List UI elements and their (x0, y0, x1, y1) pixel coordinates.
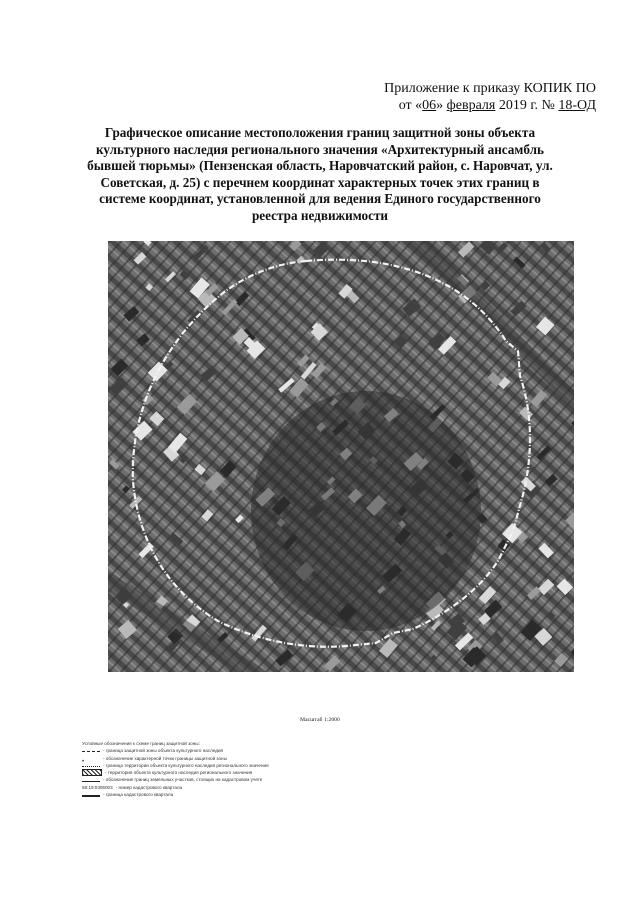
legend-item (82, 784, 322, 791)
legend-symbol (82, 781, 100, 782)
legend-text: - номер кадастрового квартала (115, 784, 183, 790)
legend-text: - обозначение характерной точки границы защитной зоны (103, 755, 227, 761)
legend-symbol: 58:19:0305003 (82, 784, 113, 790)
order-number: 18-ОД (558, 98, 596, 113)
legend-items (82, 747, 322, 798)
map-image (108, 241, 574, 672)
legend-heading: Условные обозначения к схеме границ защитной зоны: (82, 741, 200, 746)
legend-symbol (82, 769, 102, 776)
order-day: 06 (422, 98, 437, 113)
legend-item (82, 762, 322, 769)
legend-item (82, 769, 322, 776)
legend-item (82, 755, 322, 762)
legend-symbol (82, 766, 100, 767)
document-title: Графическое описание местоположения границ защитной зоны объекта культурного наследия регионального значения «Архитектурный ансамбль бывшей тюрьмы» (Пензенская область, Наровчатский район, с. Наровчат, ул. Советская, д. 25) с перечнем координат характерных точек этих границ в системе координат, установленной для ведения Единого государственного реестра недвижимости (87, 125, 553, 223)
map-scale: Масштаб 1:2000 (300, 717, 340, 723)
legend-text: - граница территории объекта культурного наследия регионального значения (103, 762, 269, 768)
legend-text: - территория объекта культурного наследия регионального значения (105, 770, 253, 776)
appendix-line: Приложение к приказу КОПИК ПО (384, 81, 596, 96)
legend-text: - граница кадастрового квартала (103, 792, 174, 798)
legend-symbol (82, 795, 100, 797)
document-header (384, 80, 596, 114)
order-date-line: от «06» февраля 2019 г. № 18-ОД (398, 98, 596, 113)
legend-symbol (82, 751, 100, 752)
legend-item (82, 791, 322, 798)
aerial-map (108, 241, 574, 672)
map-legend (82, 740, 322, 798)
legend-text: - обозначение границ земельных участков, стоящих на кадастровом учете (103, 777, 263, 783)
legend-item (82, 747, 322, 754)
order-month: февраля (446, 98, 496, 113)
legend-item (82, 776, 322, 783)
legend-text: - граница защитной зоны объекта культурного наследия (103, 748, 224, 754)
dark-area (251, 391, 481, 631)
